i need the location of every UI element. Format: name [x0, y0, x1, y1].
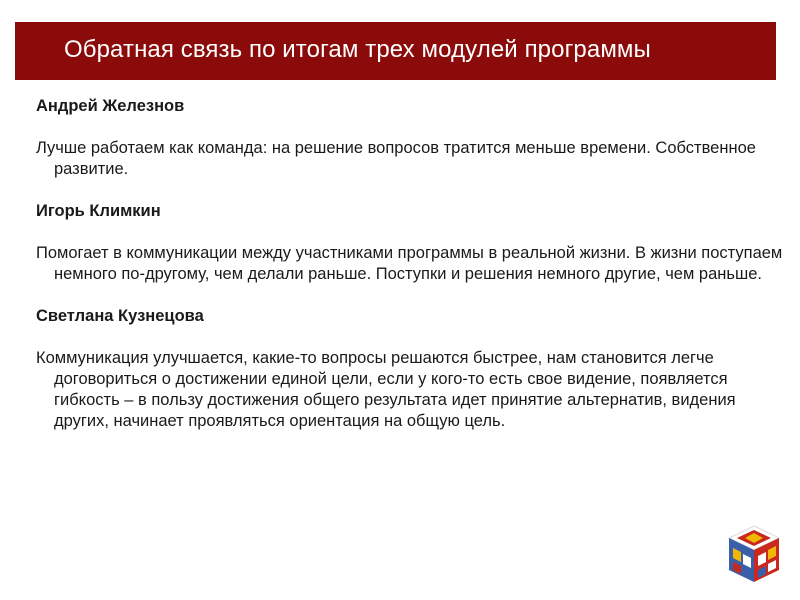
- title-bar: [15, 22, 776, 80]
- slide-title: Обратная связь по итогам трех модулей программы: [64, 36, 651, 63]
- feedback-name-1: Андрей Железнов: [36, 97, 185, 115]
- feedback-content: [36, 96, 784, 453]
- feedback-text-3: Коммуникация улучшается, какие-то вопросы решаются быстрее, нам становится легче договориться о достижении единой цели, если у кого-то есть свое видение, появляется гибкость – в пользу достижения общего результата идет принятие альтернатив, видения других, начинает проявляться ориентация на общую цель.: [36, 349, 736, 430]
- feedback-text-1: Лучше работаем как команда: на решение вопросов тратится меньше времени. Собственное развитие.: [36, 139, 756, 178]
- cube-logo-icon: [725, 524, 783, 584]
- feedback-text-2: Помогает в коммуникации между участниками программы в реальной жизни. В жизни поступаем немного по-другому, чем делали раньше. Поступки и решения немного другие, чем раньше.: [36, 244, 783, 283]
- feedback-name-3: Светлана Кузнецова: [36, 307, 204, 325]
- feedback-name-2: Игорь Климкин: [36, 202, 161, 220]
